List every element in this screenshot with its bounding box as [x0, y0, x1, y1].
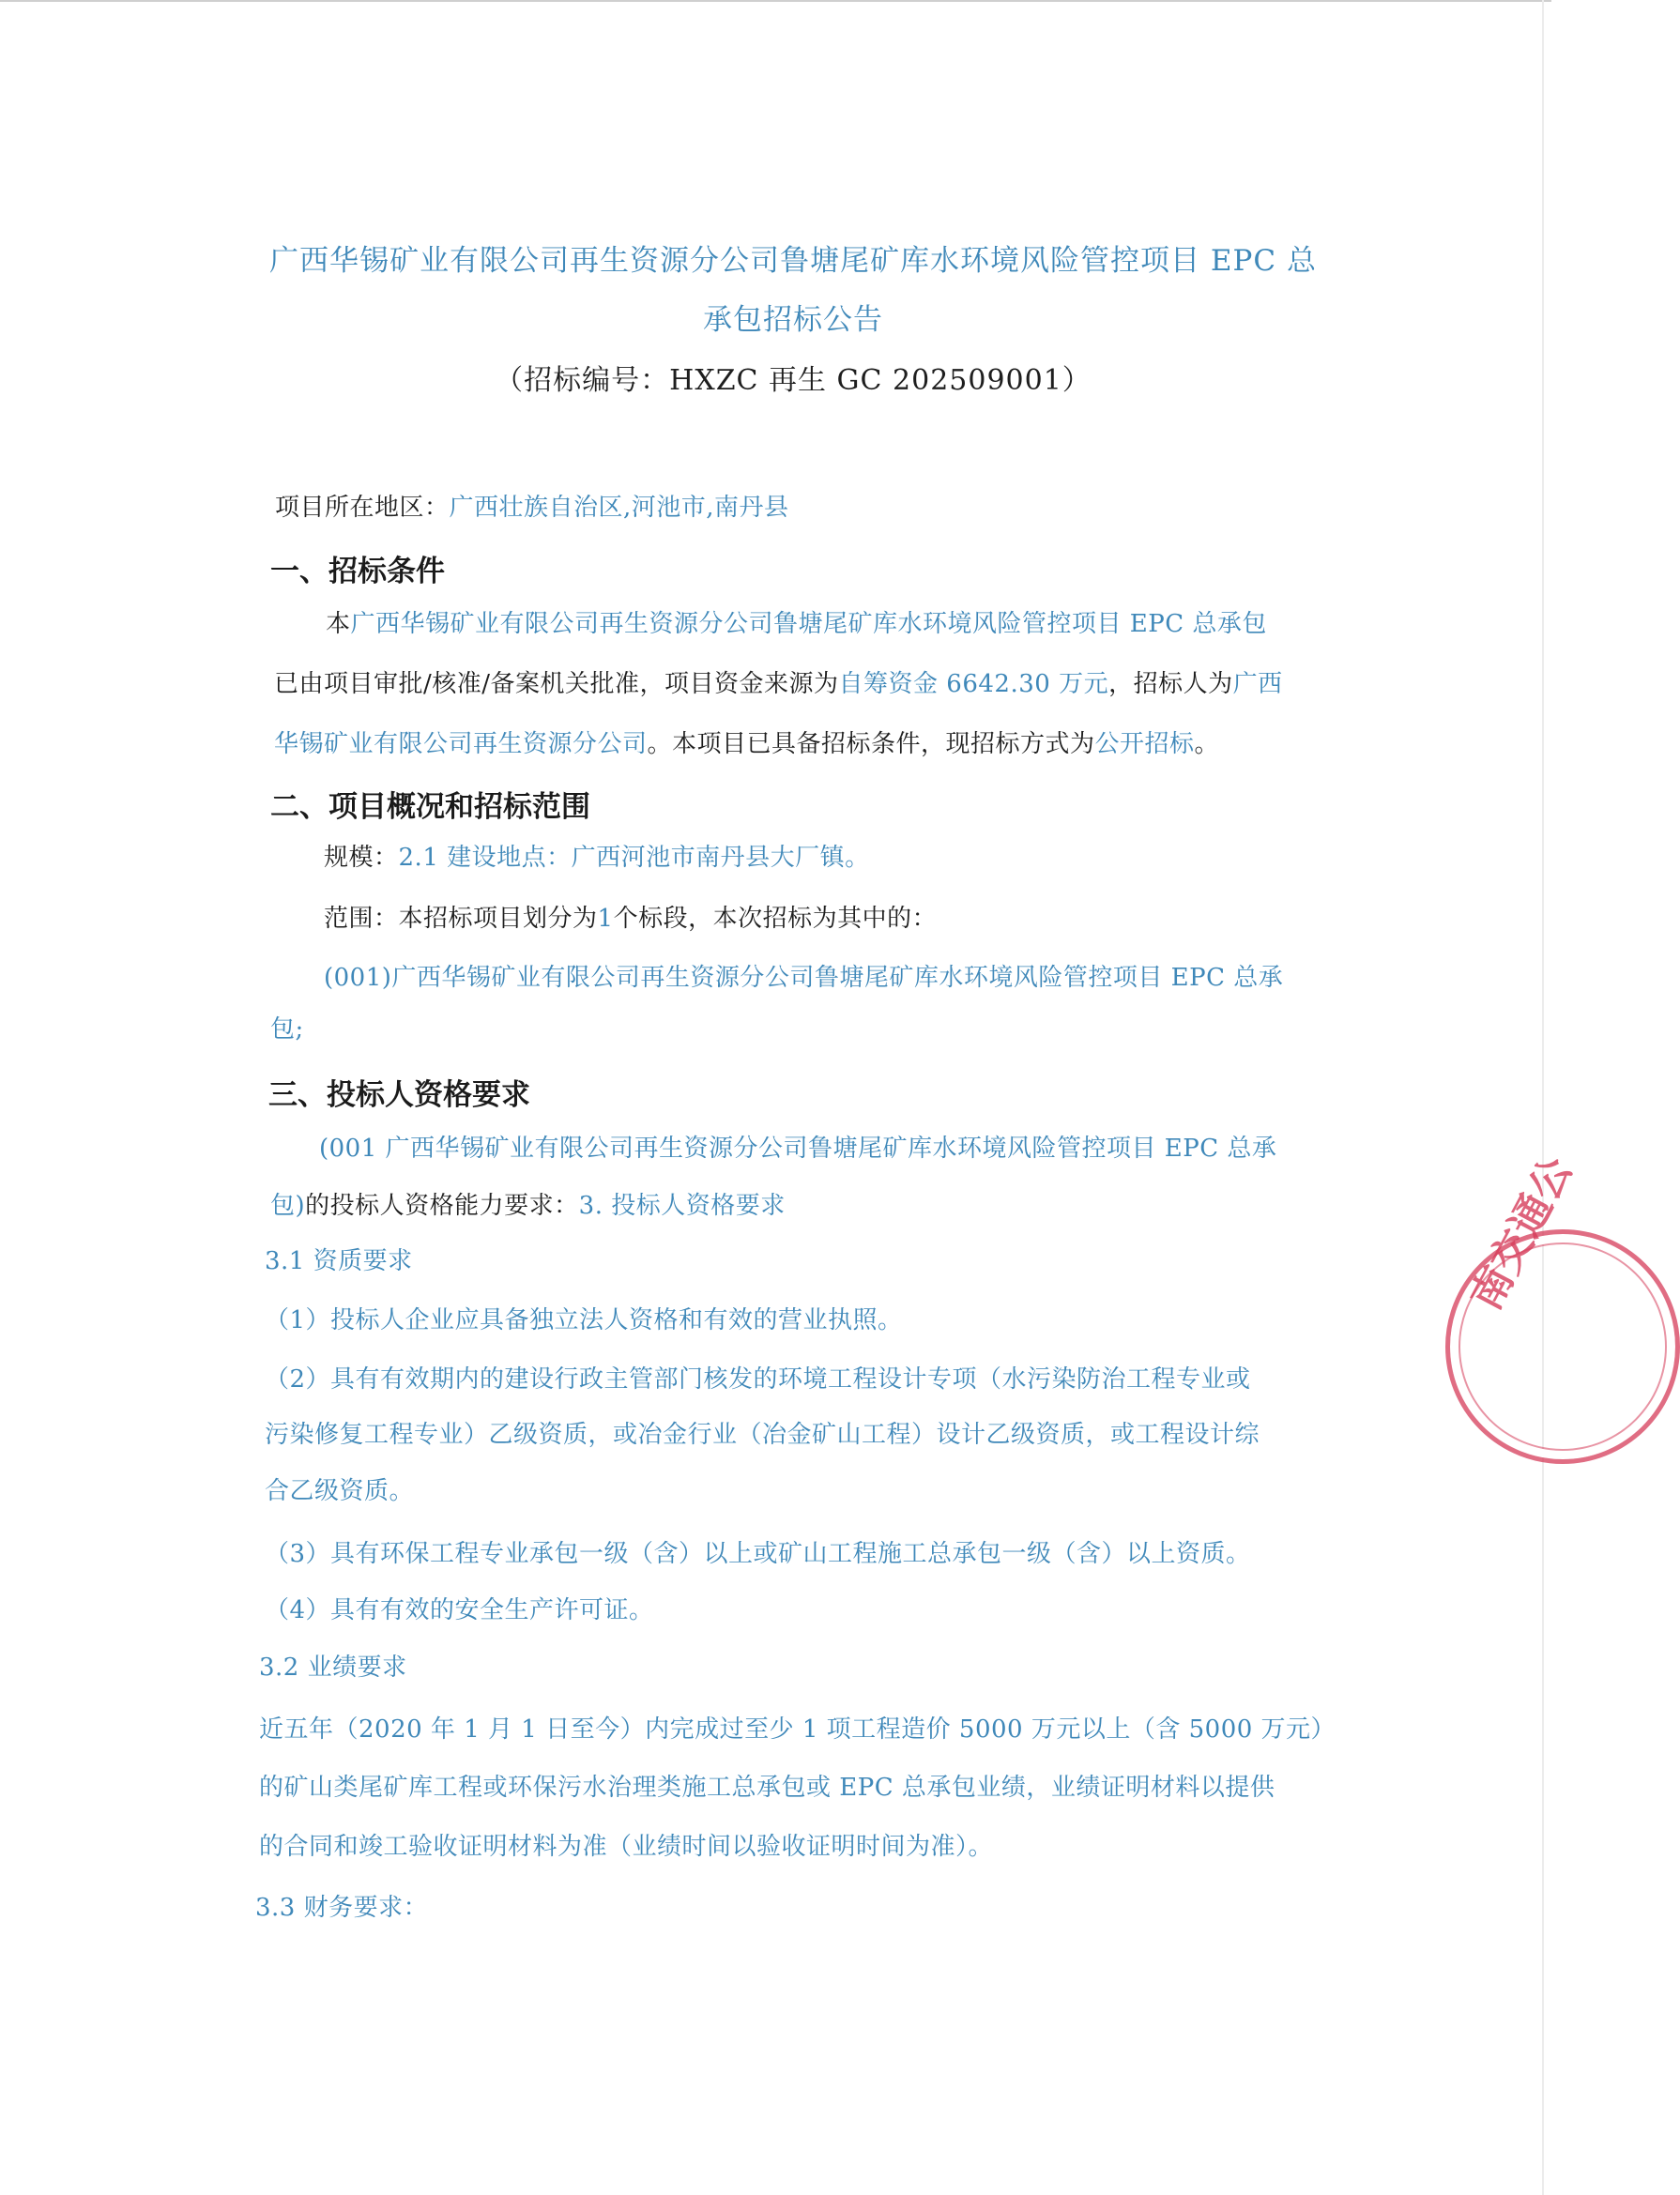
qualification-item-2-line-2: 污染修复工程专业）乙级资质，或冶金行业（冶金矿山工程）设计乙级资质，或工程设计综: [265, 1421, 1260, 1449]
qualification-item-1: （1）投标人企业应具备独立法人资格和有效的营业执照。: [265, 1306, 903, 1334]
fund-source: 自筹资金 6642.30 万元: [838, 670, 1109, 698]
s1-l1-a: 本: [326, 610, 351, 638]
s1-l2-c: ，招标人为: [1108, 670, 1233, 698]
qualification-item-2-line-1: （2）具有有效期内的建设行政主管部门核发的环境工程设计专项（水污染防治工程专业或: [265, 1365, 1251, 1394]
s3-intro-line-1: (001 广西华锡矿业有限公司再生资源分公司鲁塘尾矿库水环境风险管控项目 EPC 总承: [319, 1135, 1277, 1163]
performance-line-1: 近五年（2020 年 1 月 1 日至今）内完成过至少 1 项工程造价 5000 万元以上（含 5000 万元）: [259, 1715, 1336, 1744]
s3-intro-b: 的投标人资格能力要求：: [305, 1192, 579, 1220]
document-title-line-2: 承包招标公告: [703, 303, 883, 337]
s3-intro-c: 3. 投标人资格要求: [578, 1192, 786, 1220]
performance-line-2: 的矿山类尾矿库工程或环保污水治理类施工总承包或 EPC 总承包业绩，业绩证明材料以提供: [259, 1774, 1275, 1802]
scope-c: 个标段，本次招标为其中的：: [613, 905, 938, 933]
s3-intro-a: 包): [270, 1192, 306, 1220]
tender-number: （招标编号：HXZC 再生 GC 202509001）: [495, 364, 1092, 397]
s1-l2-a: 已由项目审批/核准/备案机关批准，项目资金来源为: [274, 670, 839, 698]
performance-line-3: 的合同和竣工验收证明材料为准（业绩时间以验收证明时间为准）。: [259, 1833, 994, 1861]
section-1-line-2: [274, 668, 1283, 700]
performance-heading: 3.2 业绩要求: [259, 1654, 407, 1682]
page-top-edge: [0, 0, 1551, 2]
section-1-heading: 一、招标条件: [270, 555, 445, 588]
finance-heading: 3.3 财务要求：: [255, 1894, 429, 1922]
scope-a: 范围：本招标项目划分为: [324, 905, 598, 933]
qualification-heading: 3.1 资质要求: [265, 1247, 413, 1275]
official-seal-text: 南交通公: [1461, 1149, 1582, 1319]
project-region-value: 广西壮族自治区,河池市,南丹县: [449, 494, 789, 522]
section-2-heading: 二、项目概况和招标范围: [270, 790, 590, 824]
scale-line: [324, 842, 870, 874]
section-3-heading: 三、投标人资格要求: [268, 1078, 530, 1112]
qualification-item-4: （4）具有有效的安全生产许可证。: [265, 1596, 654, 1624]
lot-count: 1: [597, 905, 614, 933]
qualification-item-2-line-3: 合乙级资质。: [265, 1477, 415, 1505]
tenderer-part-2: 华锡矿业有限公司再生资源分公司: [274, 730, 648, 758]
project-name: 广西华锡矿业有限公司再生资源分公司鲁塘尾矿库水环境风险管控项目 EPC 总承包: [350, 610, 1267, 638]
page-right-edge: [1542, 0, 1544, 2195]
s1-l3-d: 。: [1194, 730, 1220, 758]
qualification-item-3: （3）具有环保工程专业承包一级（含）以上或矿山工程施工总承包一级（含）以上资质。: [265, 1540, 1251, 1568]
lot-line-2: 包;: [270, 1015, 304, 1044]
scale-label: 规模：: [324, 844, 399, 872]
scale-value: 2.1 建设地点：广西河池市南丹县大厂镇。: [398, 844, 870, 872]
s3-intro-line-2: [270, 1190, 786, 1222]
document-title-line-1: 广西华锡矿业有限公司再生资源分公司鲁塘尾矿库水环境风险管控项目 EPC 总: [269, 244, 1317, 278]
project-region: [275, 492, 789, 524]
project-region-label: 项目所在地区：: [275, 494, 450, 522]
section-1-line-1: [326, 608, 1267, 640]
scope-line: [324, 903, 937, 935]
tender-method: 公开招标: [1094, 730, 1195, 758]
s1-l3-b: 。本项目已具备招标条件，现招标方式为: [647, 730, 1095, 758]
lot-line-1: (001)广西华锡矿业有限公司再生资源分公司鲁塘尾矿库水环境风险管控项目 EPC 总承: [324, 964, 1284, 992]
tenderer-part-1: 广西: [1232, 670, 1283, 698]
section-1-line-3: [274, 728, 1219, 760]
